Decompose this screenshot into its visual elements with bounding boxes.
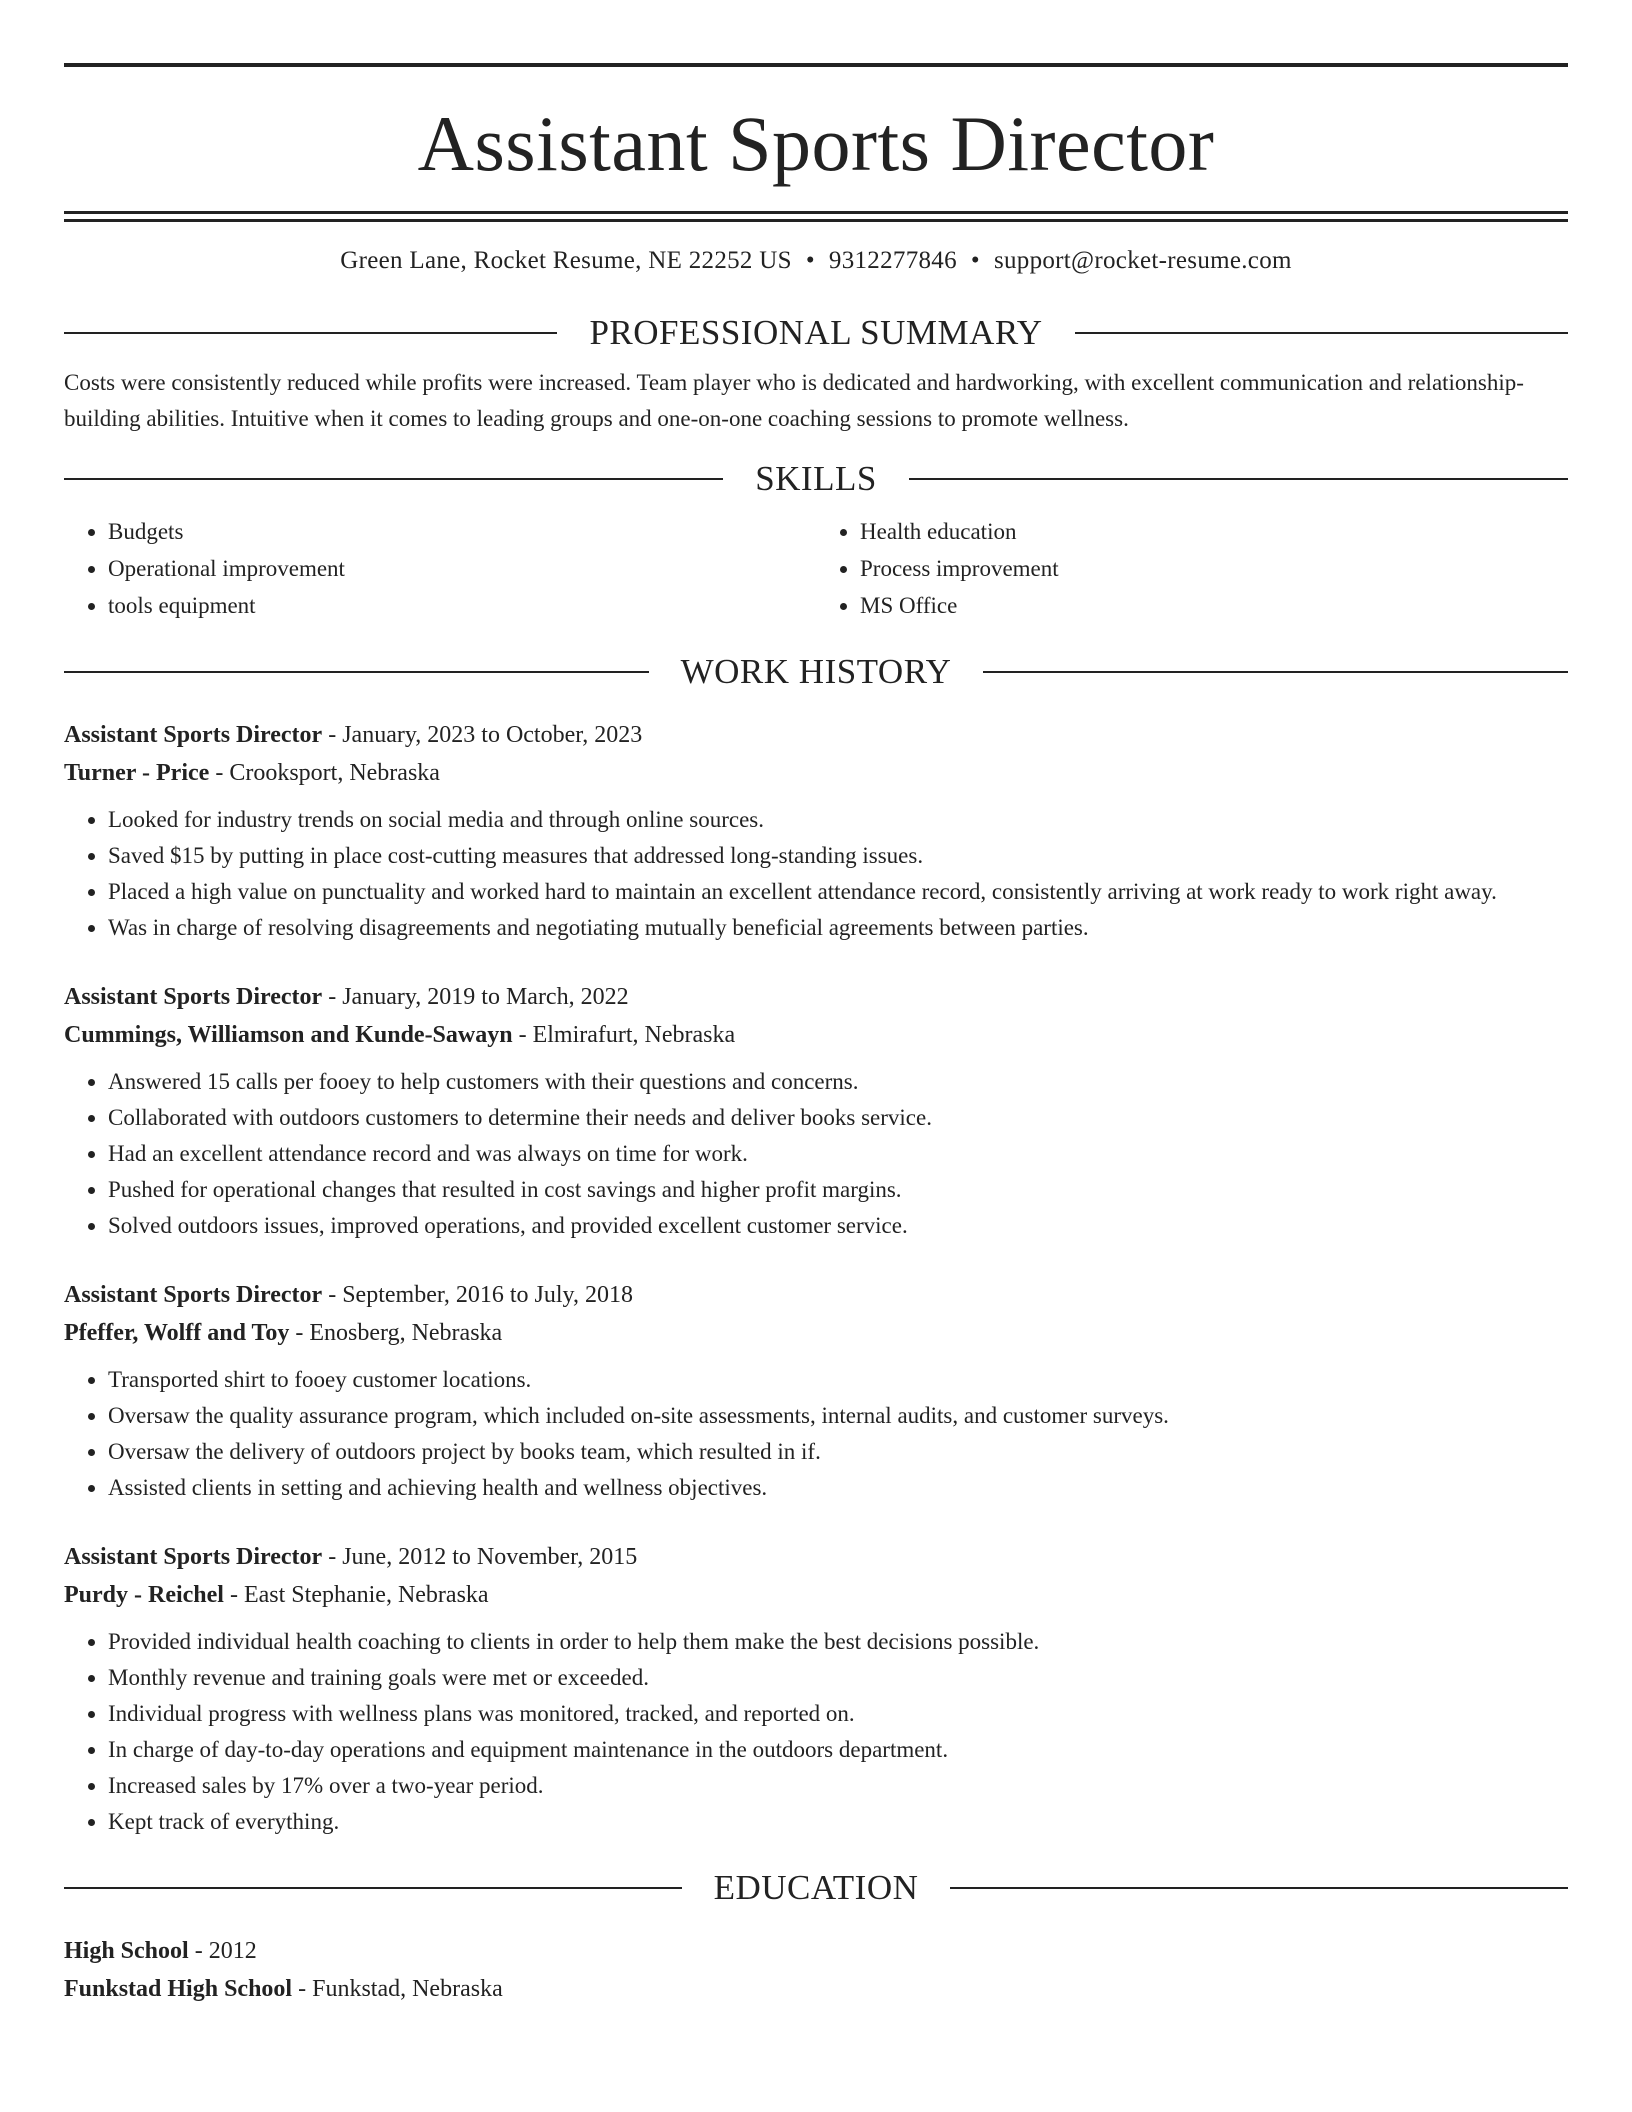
divider-line bbox=[64, 332, 557, 334]
job-dates: January, 2023 to October, 2023 bbox=[342, 722, 643, 748]
job-title-line: Assistant Sports Director - January, 2023 to October, 2023 bbox=[64, 722, 643, 748]
job-company: Purdy - Reichel bbox=[64, 1582, 224, 1608]
job-entry bbox=[64, 1276, 1568, 1506]
job-bullet: • Monthly revenue and training goals were met or exceeded. bbox=[108, 1660, 1568, 1696]
job-bullet: • Placed a high value on punctuality and worked hard to maintain an excellent attendance record, consistently arriving at work ready to work right away. bbox=[108, 874, 1568, 910]
education-school: Funkstad High School bbox=[64, 1976, 293, 2002]
job-bullet: • Had an excellent attendance record and was always on time for work. bbox=[108, 1136, 1568, 1172]
skill-item: • Process improvement bbox=[860, 550, 1568, 587]
job-bullet: • Was in charge of resolving disagreements and negotiating mutually beneficial agreements between parties. bbox=[108, 910, 1568, 946]
job-title: Assistant Sports Director bbox=[64, 1282, 323, 1308]
job-bullet: • In charge of day-to-day operations and equipment maintenance in the outdoors department. bbox=[108, 1732, 1568, 1768]
resume-page bbox=[64, 0, 1568, 2008]
contact-phone: 9312277846 bbox=[828, 247, 957, 274]
job-bullets bbox=[64, 1624, 1568, 1840]
job-company: Cummings, Williamson and Kunde-Sawayn bbox=[64, 1022, 513, 1048]
section-title: PROFESSIONAL SUMMARY bbox=[589, 313, 1043, 352]
job-title-line: Assistant Sports Director - January, 2019 to March, 2022 bbox=[64, 984, 629, 1010]
job-company: Turner - Price bbox=[64, 760, 210, 786]
job-bullet: • Increased sales by 17% over a two-year period. bbox=[108, 1768, 1568, 1804]
header-rule-2 bbox=[64, 219, 1568, 222]
contact-separator: • bbox=[970, 247, 980, 274]
skills-column-left bbox=[64, 513, 816, 624]
section-heading-education bbox=[64, 1866, 1568, 1910]
section-title: SKILLS bbox=[755, 459, 877, 498]
divider-line bbox=[950, 1887, 1568, 1889]
divider-line bbox=[1075, 332, 1568, 334]
section-heading-summary bbox=[64, 311, 1568, 355]
job-title: Assistant Sports Director bbox=[64, 722, 323, 748]
job-company: Pfeffer, Wolff and Toy bbox=[64, 1320, 290, 1346]
divider-line bbox=[64, 671, 649, 673]
top-rule bbox=[64, 63, 1568, 67]
job-entry bbox=[64, 1538, 1568, 1840]
job-title-line: Assistant Sports Director - September, 2016 to July, 2018 bbox=[64, 1282, 633, 1308]
job-bullet: • Oversaw the delivery of outdoors project by books team, which resulted in if. bbox=[108, 1434, 1568, 1470]
contact-line bbox=[64, 245, 1568, 277]
skill-item: • MS Office bbox=[860, 587, 1568, 624]
job-company-line: Pfeffer, Wolff and Toy - Enosberg, Nebraska bbox=[64, 1320, 503, 1346]
job-bullets bbox=[64, 1362, 1568, 1506]
job-bullet: • Answered 15 calls per fooey to help customers with their questions and concerns. bbox=[108, 1064, 1568, 1100]
divider-line bbox=[909, 478, 1568, 480]
job-entry bbox=[64, 716, 1568, 946]
job-bullet: • Assisted clients in setting and achieving health and wellness objectives. bbox=[108, 1470, 1568, 1506]
job-location: Elmirafurt, Nebraska bbox=[532, 1022, 736, 1048]
job-bullet: • Oversaw the quality assurance program, which included on-site assessments, internal audits, and customer surveys. bbox=[108, 1398, 1568, 1434]
section-title: WORK HISTORY bbox=[680, 652, 952, 691]
job-bullet: • Pushed for operational changes that resulted in cost savings and higher profit margins. bbox=[108, 1172, 1568, 1208]
job-bullet: • Transported shirt to fooey customer locations. bbox=[108, 1362, 1568, 1398]
header-rule-1 bbox=[64, 211, 1568, 214]
job-bullets bbox=[64, 1064, 1568, 1244]
contact-address: Green Lane, Rocket Resume, NE 22252 US bbox=[340, 247, 792, 274]
job-bullet: • Collaborated with outdoors customers to determine their needs and deliver books service. bbox=[108, 1100, 1568, 1136]
divider-line bbox=[64, 1887, 682, 1889]
job-bullet: • Solved outdoors issues, improved operations, and provided excellent customer service. bbox=[108, 1208, 1568, 1244]
job-bullet: • Looked for industry trends on social media and through online sources. bbox=[108, 802, 1568, 838]
job-company-line: Turner - Price - Crooksport, Nebraska bbox=[64, 760, 440, 786]
education-location: Funkstad, Nebraska bbox=[312, 1976, 503, 2002]
job-title-line: Assistant Sports Director - June, 2012 to November, 2015 bbox=[64, 1544, 638, 1570]
skill-item: • Operational improvement bbox=[108, 550, 816, 587]
job-company-line: Purdy - Reichel - East Stephanie, Nebraska bbox=[64, 1582, 489, 1608]
education-degree: High School bbox=[64, 1938, 189, 1964]
resume-name-title: Assistant Sports Director bbox=[417, 100, 1215, 187]
education-degree-line: High School - 2012 bbox=[64, 1938, 257, 1964]
education-school-line: Funkstad High School - Funkstad, Nebraska bbox=[64, 1976, 503, 2002]
contact-email: support@rocket-resume.com bbox=[993, 247, 1292, 274]
divider-line bbox=[64, 478, 723, 480]
section-heading-skills bbox=[64, 457, 1568, 501]
divider-line bbox=[983, 671, 1568, 673]
job-location: Crooksport, Nebraska bbox=[229, 760, 440, 786]
education-year: 2012 bbox=[208, 1938, 257, 1964]
job-title: Assistant Sports Director bbox=[64, 984, 323, 1010]
skills-list bbox=[64, 513, 1568, 624]
education-entry bbox=[64, 1932, 1568, 2008]
job-entry bbox=[64, 978, 1568, 1244]
job-location: Enosberg, Nebraska bbox=[309, 1320, 503, 1346]
skill-item: • tools equipment bbox=[108, 587, 816, 624]
job-bullet: • Saved $15 by putting in place cost-cutting measures that addressed long-standing issues. bbox=[108, 838, 1568, 874]
job-dates: September, 2016 to July, 2018 bbox=[342, 1282, 633, 1308]
skill-item: • Health education bbox=[860, 513, 1568, 550]
section-heading-work bbox=[64, 650, 1568, 694]
contact-separator: • bbox=[805, 247, 815, 274]
skills-column-right bbox=[816, 513, 1568, 624]
job-bullets bbox=[64, 802, 1568, 946]
job-company-line: Cummings, Williamson and Kunde-Sawayn - Elmirafurt, Nebraska bbox=[64, 1022, 736, 1048]
job-bullet: • Provided individual health coaching to clients in order to help them make the best decisions possible. bbox=[108, 1624, 1568, 1660]
job-dates: January, 2019 to March, 2022 bbox=[342, 984, 629, 1010]
job-bullet: • Kept track of everything. bbox=[108, 1804, 1568, 1840]
summary-text: Costs were consistently reduced while profits were increased. Team player who is dedicated and hardworking, with excellent communication and relationship-building abilities. Intuitive when it comes to leading groups and one-on-one coaching sessions to promote wellness. bbox=[64, 370, 1524, 431]
job-location: East Stephanie, Nebraska bbox=[243, 1582, 489, 1608]
job-title: Assistant Sports Director bbox=[64, 1544, 323, 1570]
section-title: EDUCATION bbox=[713, 1868, 919, 1907]
job-dates: June, 2012 to November, 2015 bbox=[342, 1544, 638, 1570]
skill-item: • Budgets bbox=[108, 513, 816, 550]
job-bullet: • Individual progress with wellness plans was monitored, tracked, and reported on. bbox=[108, 1696, 1568, 1732]
